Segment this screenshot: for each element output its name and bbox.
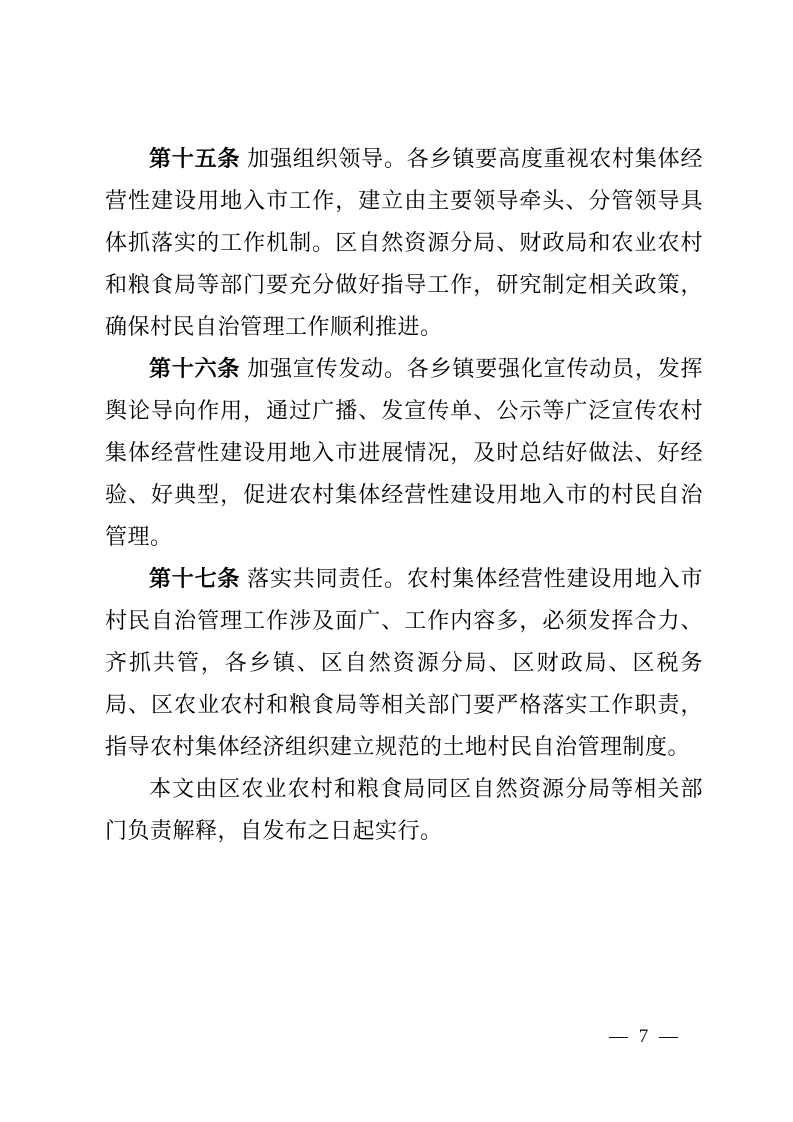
article-15-number: 第十五条 [149, 146, 241, 171]
article-15-text: 加强组织领导。各乡镇要高度重视农村集体经营性建设用地入市工作，建立由主要领导牵头、分管领导具体抓落实的工作机制。区自然资源分局、财政局和农业农村和粮食局等部门要充分做好指导工作，研究制定相关政策，确保村民自治管理工作顺利推进。 [105, 146, 703, 339]
paragraph-article-16 [105, 348, 703, 558]
article-16-number: 第十六条 [149, 356, 241, 381]
paragraph-article-17 [105, 558, 703, 768]
article-17-text: 落实共同责任。农村集体经营性建设用地入市村民自治管理工作涉及面广、工作内容多，必须发挥合力、齐抓共管，各乡镇、区自然资源分局、区财政局、区税务局、区农业农村和粮食局等相关部门要严格落实工作职责，指导农村集体经济组织建立规范的土地村民自治管理制度。 [105, 566, 703, 759]
body-text [105, 138, 703, 852]
article-17-number: 第十七条 [149, 566, 241, 591]
paragraph-closing [105, 768, 703, 852]
closing-text: 本文由区农业农村和粮食局同区自然资源分局等相关部门负责解释，自发布之日起实行。 [105, 776, 703, 843]
page-number: — 7 — [609, 1026, 681, 1047]
paragraph-article-15 [105, 138, 703, 348]
article-16-text: 加强宣传发动。各乡镇要强化宣传动员，发挥舆论导向作用，通过广播、发宣传单、公示等广泛宣传农村集体经营性建设用地入市进展情况，及时总结好做法、好经验、好典型，促进农村集体经营性建设用地入市的村民自治管理。 [105, 356, 703, 549]
